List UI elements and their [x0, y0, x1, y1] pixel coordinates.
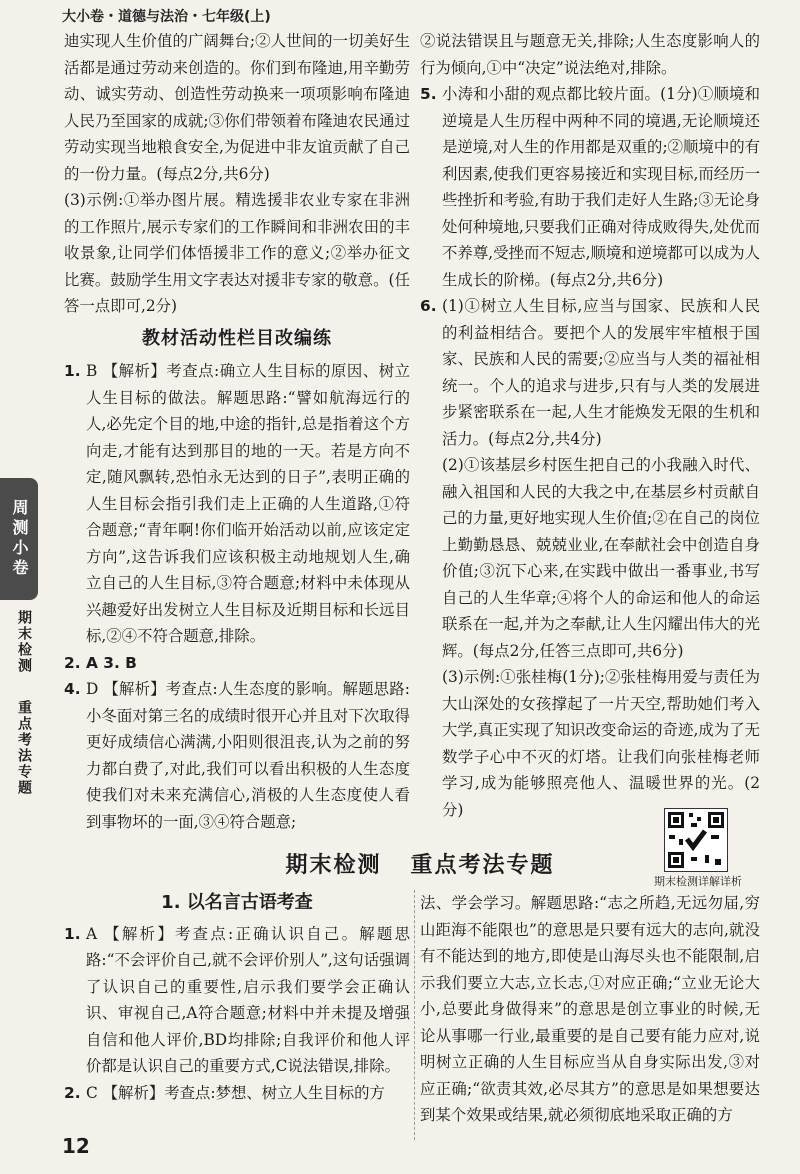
side-tab: 周测小卷 — [0, 478, 38, 600]
answer-item — [420, 81, 760, 293]
item-number: 1. — [64, 924, 81, 943]
item-text: (1)①树立人生目标,应当与国家、民族和人民的利益相结合。要把个人的发展牢牢植根于国家、民族和人民的需要;②应当与人类的福祉相统一。个人的追求与进步,只有与人类的发展进步紧密联系在一起,人生才能焕发无限的生机和活力。(每点2分,共4分) — [442, 297, 760, 448]
paragraph: ②说法错误且与题意无关,排除;人生态度影响人的行为倾向,①中“决定”说法绝对,排除。 — [420, 32, 760, 77]
item-text: B 【解析】考查点:确立人生目标的原因、树立人生目标的做法。解题思路:“譬如航海远行的人,必先定个目的地,中途的指针,总是指着这个方向走,才能有达到那目的地的一天。若是方向不定,随风飘转,恐怕永无达到的日子”,表明正确的人生目标会指引我们走上正确的人生道路,①符合题意;“青年啊!你们临开始活动以前,应该定定方向”,这告诉我们应该积极主动地规划人生,确立自己的人生目标,③符合题意;材料中未体现从兴趣爱好出发树立人生目标及近期目标和长远目标,②④不符合题意,排除。 — [86, 362, 410, 645]
section-heading: 教材活动性栏目改编练 — [142, 327, 332, 349]
item-text: (2)①该基层乡村医生把自己的小我融入时代、融入祖国和人民的大我之中,在基层乡村贡献自己的力量,更好地实现人生价值;②在自己的岗位上勤勤恳恳、兢兢业业,在奉献社会中创造自身价值;③沉下心来,在实践中做出一番事业,书写自己的人生华章;④将个人的命运和他人的命运联系在一起,并为之奉献,让人生闪耀出伟大的光辉。(每点2分,任答三点即可,共6分) — [442, 456, 760, 660]
item-number: 1. — [64, 362, 81, 380]
answer-item — [64, 358, 410, 650]
right-column-bottom — [420, 890, 760, 1129]
item-text: (3)示例:①张桂梅(1分);②张桂梅用爱与责任为大山深处的女孩撑起了一片天空,帮助她们考入大学,真正实现了知识改变命运的奇迹,成为了无数学子心中不灭的灯塔。让我们向张桂梅老师学习,成为能够照亮他人、温暖世界的光。(2分) — [442, 668, 760, 819]
item-number: 4. — [64, 680, 81, 698]
answer-item — [64, 676, 410, 835]
item-number: 5. — [420, 85, 437, 103]
left-column-top — [64, 28, 410, 835]
item-text: A 【解析】考查点:正确认识自己。解题思路:“不会评价自己,就不会评价别人”,这句话强调了认识自己的重要性,启示我们要学会正确认识、审视自己,A符合题意;材料中并未提及增强自信和他人评价,BD均排除;自我评价和他人评价都是认识自己的重要方式,C说法错误,排除。 — [86, 924, 410, 1075]
item-number: 6. — [420, 297, 437, 315]
qr-caption: 期末检测详解详析 — [654, 875, 742, 888]
answer-item — [64, 650, 410, 677]
side-label-topic: 重点考法专题 — [16, 700, 32, 796]
paragraph: 迪实现人生价值的广阔舞台;②人世间的一切美好生活都是通过劳动来创造的。你们到布隆迪,用辛勤劳动、诚实劳动、创造性劳动换来一项项影响布隆迪人民乃至国家的成就;③你们带领着布隆迪农民通过劳动实现当地粮食安全,为促进中非友谊贡献了自己的一份力量。(每点2分,共6分) — [64, 32, 410, 183]
side-label-exam: 期末检测 — [16, 610, 32, 674]
qr-code[interactable] — [664, 808, 728, 872]
subsection-title: 1. 以名言古语考查 — [161, 892, 313, 913]
left-column-bottom — [64, 890, 410, 1106]
paragraph: 法、学会学习。解题思路:“志之所趋,无远勿届,穷山距海不能限也”的意思是只要有远大的志向,就没有不能达到的地方,即使是山海尽头也不能限制,启示我们要立大志,立长志,①对应正确;“立业无论大小,总要此身做得来”的意思是创立事业的时候,无论从事哪一行业,最重要的是自己要有能力应对,说明树立正确的人生目标应当从自身实际出发,③对应正确;“欲责其效,必尽其方”的意思是如果想要达到某个效果或结果,就必须彻底地采取正确的方 — [420, 894, 760, 1124]
item-text: C 【解析】考查点:梦想、树立人生目标的方 — [86, 1083, 385, 1102]
item-number: 2. — [64, 1083, 81, 1102]
running-header: 大小卷・道德与法治・七年级(上) — [62, 9, 271, 25]
answer-item — [64, 1080, 410, 1107]
item-number: 2. — [64, 653, 81, 672]
item-text: D 【解析】考查点:人生态度的影响。解题思路:小冬面对第三名的成绩时很开心并且对下次取得更好成绩信心满满,小阳则很沮丧,认为之前的努力都白费了,对此,我们可以看出积极的人生态度使我们对未来充满信心,消极的人生态度使人看到事物坏的一面,③④符合题意; — [86, 680, 410, 831]
right-column-top — [420, 28, 760, 823]
answer-item — [64, 921, 410, 1080]
chapter-title: 期末检测 重点考法专题 — [285, 853, 555, 878]
answer-item — [420, 293, 760, 823]
qr-code-icon — [665, 809, 727, 871]
page-number: 12 — [62, 1134, 90, 1158]
item-text: A 3. B — [86, 653, 137, 672]
item-text: 小涛和小甜的观点都比较片面。(1分)①顺境和逆境是人生历程中两种不同的境遇,无论顺境还是逆境,对人生的作用都是双重的;②顺境中的有利因素,使我们更容易接近和实现目标,而经历一些挫折和考验,有助于我们走好人生路;③无论身处何种境地,只要我们正确对待成败得失,处优而不养尊,受挫而不短志,顺境和逆境都可以成为人生成长的阶梯。(每点2分,共6分) — [442, 85, 760, 289]
paragraph: (3)示例:①举办图片展。精选援非农业专家在非洲的工作照片,展示专家们的工作瞬间和非洲农田的丰收景象,让同学们体悟援非工作的意义;②举办征文比赛。鼓励学生用文字表达对援非专家的敬意。(任答一点即可,2分) — [64, 191, 410, 315]
column-divider — [414, 890, 415, 1140]
